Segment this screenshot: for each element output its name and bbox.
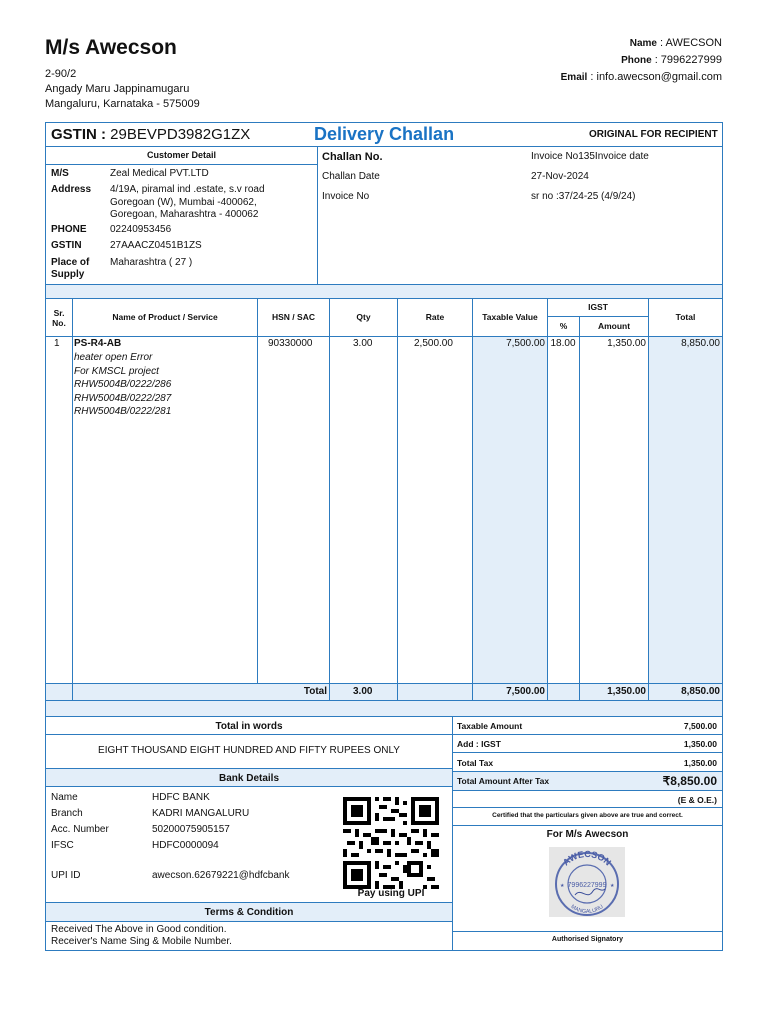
eoe-label: (E & O.E.) [677, 795, 717, 805]
customer-pos: Maharashtra ( 27 ) [110, 257, 193, 268]
row-description [74, 351, 171, 419]
customer-gstin: 27AAACZ0451B1ZS [110, 240, 202, 251]
total-tax-label: Total Tax [457, 758, 494, 768]
taxable-amount: 7,500.00 [683, 721, 717, 731]
igst-amount: 1,350.00 [683, 739, 717, 749]
upi-qr-code-icon[interactable] [343, 797, 439, 889]
customer-address-line: 4/19A, piramal ind .estate, s.v road [110, 184, 265, 195]
header-taxable: Taxable Value [482, 312, 538, 322]
totals-total: 8,850.00 [681, 686, 720, 697]
header-product: Name of Product / Service [112, 312, 218, 322]
upi-label: UPI ID [51, 870, 81, 881]
row-taxable: 7,500.00 [506, 338, 545, 349]
customer-address-line: Goregoan (W), Mumbai -400062, [110, 196, 257, 208]
row-total: 8,850.00 [681, 338, 720, 349]
header-qty: Qty [356, 312, 371, 322]
totals-label: Total [303, 686, 327, 697]
bank-ifsc: HDFC0000094 [152, 840, 219, 851]
invoice-no: sr no :37/24-25 (4/9/24) [531, 191, 636, 202]
challan-date: 27-Nov-2024 [531, 171, 589, 182]
row-description-line: For KMSCL project [74, 365, 159, 377]
total-after-tax: ₹8,850.00 [662, 774, 717, 788]
terms-line: Received The Above in Good condition. [51, 924, 227, 935]
gstin-row [51, 126, 250, 143]
row-igst-amount: 1,350.00 [607, 338, 646, 349]
header-hsn: HSN / SAC [272, 312, 315, 322]
certified-text: Certified that the particulars given above are true and correct. [492, 812, 683, 819]
customer-address [110, 184, 265, 222]
stamp-seal-icon [549, 847, 625, 917]
row-igst-pct: 18.00 [550, 338, 576, 349]
company-contact [561, 35, 722, 86]
header-sr-line: Sr. [53, 308, 65, 318]
copy-label: ORIGINAL FOR RECIPIENT [589, 129, 718, 140]
bank-labels [51, 790, 109, 854]
terms-line: Receiver's Name Sing & Mobile Number. [51, 936, 232, 947]
document-title: Delivery Challan [314, 124, 455, 144]
customer-section-title: Customer Detail [146, 150, 217, 160]
customer-ms-label: M/S [51, 168, 69, 179]
challan-no-label: Challan No. [322, 151, 383, 163]
header-igst: IGST [588, 302, 608, 312]
customer-phone-label: PHONE [51, 224, 87, 235]
customer-phone: 02240953456 [110, 224, 172, 235]
row-product: PS-R4-AB [74, 338, 122, 349]
totals-igst-amount: 1,350.00 [607, 686, 646, 697]
stamp-mid-text: 7996227999 [567, 882, 607, 889]
company-stamp [549, 847, 625, 917]
words-value: EIGHT THOUSAND EIGHT HUNDRED AND FIFTY RUPEES ONLY [98, 745, 400, 756]
header-sr-line: No. [52, 318, 66, 328]
totals-qty: 3.00 [353, 686, 373, 697]
header-rate: Rate [425, 312, 445, 322]
contact-name: : AWECSON [657, 37, 722, 49]
challan-no-value: Invoice No135Invoice date [531, 151, 649, 162]
customer-address-line: Goregoan, Maharashtra - 400062 [110, 209, 259, 220]
bank-branch-label: Branch [51, 808, 83, 819]
header-sr [46, 308, 72, 328]
igst-label: Add : IGST [457, 739, 501, 749]
bank-name-label: Name [51, 792, 78, 803]
header-igst-amount: Amount [597, 321, 631, 331]
taxable-amount-label: Taxable Amount [457, 721, 523, 731]
challan-date-label: Challan Date [322, 171, 380, 182]
words-title: Total in words [215, 721, 283, 732]
bank-values [152, 790, 249, 854]
svg-text:★: ★ [560, 883, 565, 889]
company-name: M/s Awecson [45, 36, 177, 59]
contact-phone-label: Phone [621, 55, 652, 66]
bank-branch: KADRI MANGALURU [152, 808, 250, 819]
company-address-line: Mangaluru, Karnataka - 575009 [45, 98, 200, 110]
total-column-shade [648, 336, 722, 683]
total-tax: 1,350.00 [683, 758, 717, 768]
stamp-bottom-text: MANGALURU [569, 903, 605, 916]
row-description-line: RHW5004B/0222/281 [74, 406, 172, 417]
terms-text [51, 924, 232, 948]
customer-address-label: Address [51, 184, 92, 195]
row-sr: 1 [54, 338, 60, 349]
company-address-line: Angady Maru Jappinamugaru [45, 83, 190, 95]
contact-name-label: Name [629, 38, 657, 49]
pos-label-line: Place of [51, 257, 90, 268]
pay-caption: Pay using UPI [357, 888, 425, 899]
upi-id: awecson.62679221@hdfcbank [152, 870, 290, 881]
pos-label-line: Supply [51, 269, 85, 280]
total-after-tax-label: Total Amount After Tax [457, 776, 550, 786]
gstin-value: 29BEVPD3982G1ZX [110, 126, 251, 143]
stamp-top-text: AWECSON [560, 848, 614, 868]
totals-taxable: 7,500.00 [506, 686, 545, 697]
row-description-line: RHW5004B/0222/287 [74, 392, 172, 404]
row-qty: 3.00 [353, 338, 373, 349]
bank-title: Bank Details [218, 773, 280, 784]
header-total: Total [675, 312, 696, 322]
row-description-line: heater open Error [74, 352, 153, 363]
bank-ifsc-label: IFSC [51, 840, 74, 851]
row-hsn: 90330000 [268, 338, 313, 349]
contact-email: : info.awecson@gmail.com [587, 71, 722, 83]
gstin-label: GSTIN : [51, 126, 111, 143]
bank-acc-label: Acc. Number [51, 824, 109, 835]
customer-ms: Zeal Medical PVT.LTD [110, 168, 209, 179]
svg-text:★: ★ [610, 883, 615, 889]
company-address [45, 67, 200, 112]
terms-title: Terms & Condition [204, 907, 294, 918]
taxable-column-shade [473, 336, 548, 683]
row-rate: 2,500.00 [414, 338, 453, 349]
customer-pos-label [51, 257, 89, 281]
row-description-line: RHW5004B/0222/286 [74, 379, 172, 390]
contact-phone: : 7996227999 [651, 54, 722, 66]
contact-email-label: Email [560, 72, 588, 83]
company-address-line: 2-90/2 [45, 68, 77, 80]
bank-name: HDFC BANK [152, 792, 210, 803]
authorised-signatory: Authorised Signatory [551, 936, 624, 943]
invoice-no-label: Invoice No [322, 191, 370, 202]
bank-acc: 50200075905157 [152, 824, 230, 835]
spacer-band [46, 700, 722, 716]
header-igst-pct: % [559, 321, 568, 331]
spacer-band [46, 284, 722, 298]
for-company-label: For M/s Awecson [546, 829, 629, 840]
customer-gstin-label: GSTIN [51, 240, 82, 251]
